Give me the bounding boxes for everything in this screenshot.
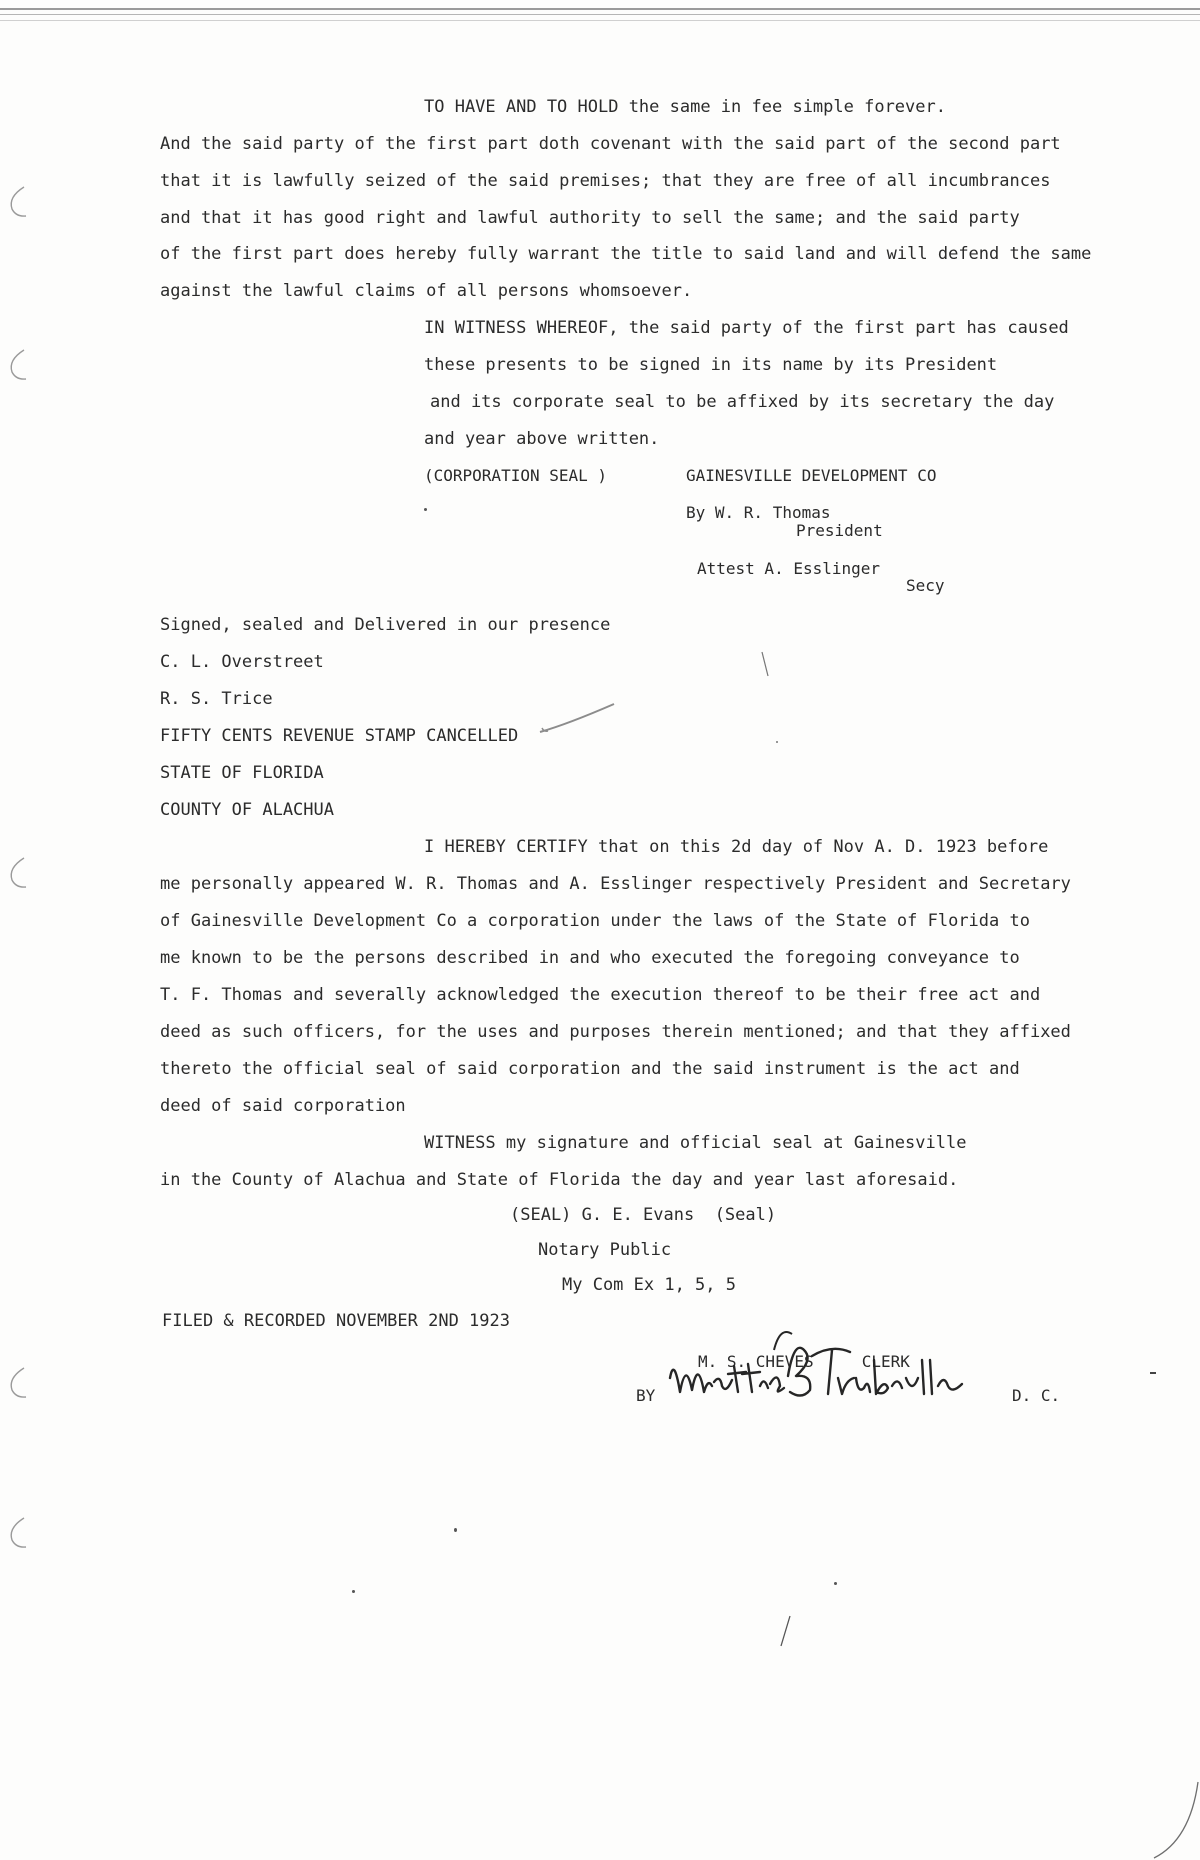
covenant-line: And the said party of the first part doth covenant with the said part of the second part bbox=[160, 134, 1061, 154]
certificate-line: T. F. Thomas and severally acknowledged the execution thereof to be their free act and bbox=[160, 985, 1041, 1005]
corporation-seal-note: (CORPORATION SEAL ) bbox=[424, 466, 608, 485]
witness-clause-line: IN WITNESS WHEREOF, the said party of the first part has caused bbox=[424, 318, 1069, 338]
by-label: BY bbox=[636, 1386, 656, 1405]
punch-hole-mark bbox=[6, 1366, 28, 1400]
certificate-line: of Gainesville Development Co a corporation under the laws of the State of Florida to bbox=[160, 911, 1030, 931]
scan-mark bbox=[448, 0, 1200, 1]
witness-signature-line: in the County of Alachua and State of Florida the day and year last aforesaid. bbox=[160, 1170, 959, 1190]
witnesses-heading: Signed, sealed and Delivered in our presence bbox=[160, 615, 611, 635]
signed-by-president: By W. R. Thomas bbox=[686, 503, 831, 522]
scan-mark bbox=[1150, 1372, 1156, 1374]
scan-mark bbox=[776, 741, 778, 743]
clerk-name: M. S. CHEVES CLERK bbox=[698, 1352, 910, 1371]
witness-name: R. S. Trice bbox=[160, 689, 273, 709]
filed-recorded-line: FILED & RECORDED NOVEMBER 2ND 1923 bbox=[162, 1311, 510, 1331]
scan-mark bbox=[760, 650, 772, 680]
president-title: President bbox=[796, 521, 883, 540]
punch-hole-mark bbox=[6, 185, 28, 219]
certificate-line: I HEREBY CERTIFY that on this 2d day of Nov A. D. 1923 before bbox=[424, 837, 1049, 857]
scan-mark bbox=[834, 1582, 837, 1585]
witness-clause-line: and its corporate seal to be affixed by its secretary the day bbox=[430, 392, 1055, 412]
habendum-line: TO HAVE AND TO HOLD the same in fee simple forever. bbox=[424, 97, 946, 117]
scan-mark bbox=[778, 1614, 792, 1650]
covenant-line: of the first part does hereby fully warrant the title to said land and will defend the same bbox=[160, 244, 1092, 264]
scan-mark bbox=[352, 1590, 355, 1593]
deputy-clerk-label: D. C. bbox=[1012, 1386, 1061, 1405]
certificate-line: deed as such officers, for the uses and purposes therein mentioned; and that they affixed bbox=[160, 1022, 1071, 1042]
county-caption: COUNTY OF ALACHUA bbox=[160, 800, 334, 820]
witness-name: C. L. Overstreet bbox=[160, 652, 324, 672]
attest-secretary: Attest A. Esslinger bbox=[697, 559, 881, 578]
notary-title: Notary Public bbox=[538, 1240, 672, 1260]
certificate-line: me known to be the persons described in and who executed the foregoing conveyance to bbox=[160, 948, 1020, 968]
certificate-line: deed of said corporation bbox=[160, 1096, 406, 1116]
certificate-line: thereto the official seal of said corporation and the said instrument is the act and bbox=[160, 1059, 1020, 1079]
certificate-line: me personally appeared W. R. Thomas and A. Esslinger respectively President and Secretary bbox=[160, 874, 1071, 894]
revenue-stamp-note: FIFTY CENTS REVENUE STAMP CANCELLED bbox=[160, 726, 519, 746]
secretary-title: Secy bbox=[906, 576, 945, 595]
punch-hole-mark bbox=[6, 1516, 28, 1550]
notary-signature: (SEAL) G. E. Evans (Seal) bbox=[510, 1205, 777, 1225]
commission-expiry: My Com Ex 1, 5, 5 bbox=[562, 1275, 736, 1295]
scan-mark bbox=[1150, 1780, 1200, 1860]
punch-hole-mark bbox=[6, 348, 28, 382]
scan-top-edge bbox=[0, 0, 1200, 28]
punch-hole-mark bbox=[6, 856, 28, 890]
state-caption: STATE OF FLORIDA bbox=[160, 763, 324, 783]
covenant-line: and that it has good right and lawful authority to sell the same; and the said party bbox=[160, 208, 1020, 228]
witness-signature-line: WITNESS my signature and official seal at Gainesville bbox=[424, 1133, 967, 1153]
scan-mark bbox=[454, 1528, 457, 1532]
witness-clause-line: and year above written. bbox=[424, 429, 660, 449]
pen-stroke-mark bbox=[538, 698, 618, 738]
covenant-line: against the lawful claims of all persons whomsoever. bbox=[160, 281, 693, 301]
covenant-line: that it is lawfully seized of the said premises; that they are free of all incumbrances bbox=[160, 171, 1051, 191]
deputy-clerk-signature bbox=[662, 1320, 982, 1420]
scan-mark bbox=[424, 508, 427, 511]
witness-clause-line: these presents to be signed in its name by its President bbox=[424, 355, 998, 375]
company-name: GAINESVILLE DEVELOPMENT CO bbox=[686, 466, 937, 485]
